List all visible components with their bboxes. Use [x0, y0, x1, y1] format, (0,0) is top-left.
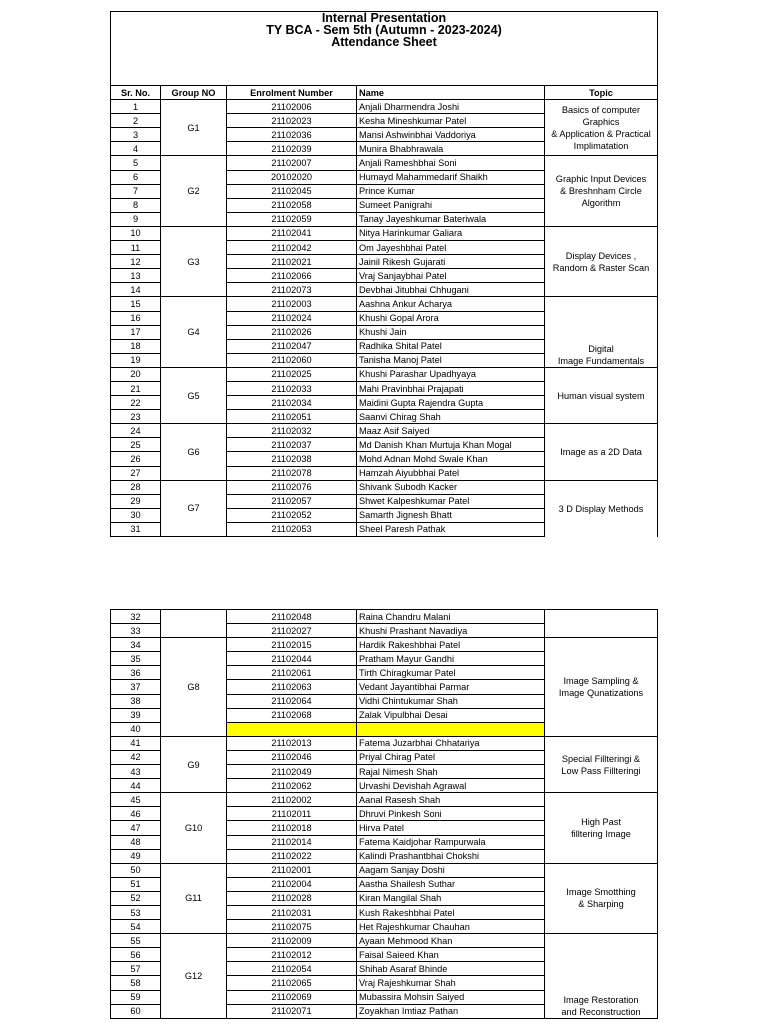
group-cell: G3	[161, 226, 227, 296]
enrolment-cell: 21102058	[227, 198, 357, 212]
enrolment-cell: 21102007	[227, 156, 357, 170]
enrolment-cell: 21102073	[227, 283, 357, 297]
attendance-table-page-1	[110, 11, 658, 537]
enrolment-cell: 21102037	[227, 438, 357, 452]
enrolment-cell: 21102003	[227, 297, 357, 311]
sr-cell: 12	[111, 255, 161, 269]
sr-cell: 39	[111, 708, 161, 722]
enrolment-cell: 21102046	[227, 750, 357, 764]
topic-cell	[545, 610, 658, 638]
sr-cell: 10	[111, 226, 161, 240]
sr-cell: 58	[111, 976, 161, 990]
topic-line: High Past	[581, 816, 621, 827]
name-cell: Munira Bhabhrawala	[357, 142, 545, 156]
name-cell: Kalindi Prashantbhai Chokshi	[357, 849, 545, 863]
title-line-2: TY BCA - Sem 5th (Autumn - 2023-2024)	[266, 23, 502, 37]
sr-cell: 36	[111, 666, 161, 680]
sr-cell: 42	[111, 750, 161, 764]
enrolment-cell: 21102031	[227, 905, 357, 919]
name-cell: Het Rajeshkumar Chauhan	[357, 920, 545, 934]
name-cell: Mansi Ashwinbhai Vaddoriya	[357, 128, 545, 142]
name-cell: Sumeet Panigrahi	[357, 198, 545, 212]
name-cell: Prince Kumar	[357, 184, 545, 198]
sr-cell: 26	[111, 452, 161, 466]
enrolment-cell: 21102075	[227, 920, 357, 934]
name-cell: Humayd Mahammedarif Shaikh	[357, 170, 545, 184]
topic-cell	[545, 226, 658, 296]
name-cell: Om Jayeshbhai Patel	[357, 241, 545, 255]
sr-cell: 24	[111, 424, 161, 438]
sr-cell: 32	[111, 610, 161, 624]
name-cell: Md Danish Khan Murtuja Khan Mogal	[357, 438, 545, 452]
sr-cell: 53	[111, 905, 161, 919]
name-cell: Nitya Harinkumar Galiara	[357, 226, 545, 240]
enrolment-cell: 21102004	[227, 877, 357, 891]
sr-cell: 25	[111, 438, 161, 452]
enrolment-cell: 21102052	[227, 508, 357, 522]
enrolment-cell: 21102033	[227, 381, 357, 395]
topic-line: and Reconstruction	[561, 1006, 641, 1017]
enrolment-cell: 21102012	[227, 948, 357, 962]
enrolment-cell: 21102001	[227, 863, 357, 877]
sr-cell: 17	[111, 325, 161, 339]
sheet-title	[111, 12, 658, 86]
name-cell: Mohd Adnan Mohd Swale Khan	[357, 452, 545, 466]
group-cell: G11	[161, 863, 227, 933]
enrolment-cell: 20102020	[227, 170, 357, 184]
name-cell: Maidini Gupta Rajendra Gupta	[357, 396, 545, 410]
name-cell: Tanisha Manoj Patel	[357, 353, 545, 367]
group-cell: G6	[161, 424, 227, 480]
enrolment-cell: 21102006	[227, 100, 357, 114]
sr-cell: 41	[111, 736, 161, 750]
table-row	[111, 424, 658, 438]
topic-cell	[545, 736, 658, 792]
topic-line: Digital	[588, 343, 614, 354]
enrolment-cell: 21102002	[227, 793, 357, 807]
topic-line: Low Pass Fillteringi	[561, 765, 641, 776]
topic-line: Basics of computer	[561, 104, 641, 115]
header-name: Name	[357, 86, 545, 100]
title-line-1: Internal Presentation	[321, 11, 447, 25]
name-cell: Aastha Shailesh Suthar	[357, 877, 545, 891]
enrolment-cell: 21102027	[227, 624, 357, 638]
attendance-table-page-2	[110, 609, 658, 1019]
sr-cell: 34	[111, 638, 161, 652]
sr-cell: 45	[111, 793, 161, 807]
name-cell: Kush Rakeshbhai Patel	[357, 905, 545, 919]
name-cell: Mahi Pravinbhai Prajapati	[357, 381, 545, 395]
enrolment-cell: 21102013	[227, 736, 357, 750]
topic-line: Image Fundamentals	[557, 355, 645, 366]
enrolment-cell: 21102065	[227, 976, 357, 990]
enrolment-cell: 21102059	[227, 212, 357, 226]
enrolment-cell: 21102025	[227, 367, 357, 381]
topic-cell	[545, 424, 658, 480]
enrolment-cell: 21102045	[227, 184, 357, 198]
name-cell: Pratham Mayur Gandhi	[357, 652, 545, 666]
table-row	[111, 610, 658, 624]
table-row	[111, 736, 658, 750]
topic-line: Image Restoration	[563, 994, 639, 1005]
name-cell: Urvashi Devishah Agrawal	[357, 779, 545, 793]
name-cell: Aagam Sanjay Doshi	[357, 863, 545, 877]
topic-line: Image Smotthing	[566, 887, 636, 898]
topic-line: 3 D Display Methods	[558, 503, 644, 514]
name-cell: Anjali Dharmendra Joshi	[357, 100, 545, 114]
name-cell: Samarth Jignesh Bhatt	[357, 508, 545, 522]
enrolment-cell: 21102024	[227, 311, 357, 325]
name-cell: Khushi Jain	[357, 325, 545, 339]
enrolment-cell	[227, 722, 357, 736]
sr-cell: 27	[111, 466, 161, 480]
sr-cell: 31	[111, 522, 161, 536]
sr-cell: 55	[111, 934, 161, 948]
name-cell: Maaz Asif Saiyed	[357, 424, 545, 438]
sr-cell: 49	[111, 849, 161, 863]
group-cell	[161, 610, 227, 638]
sr-cell: 48	[111, 835, 161, 849]
topic-cell	[545, 156, 658, 226]
enrolment-cell: 21102062	[227, 779, 357, 793]
name-cell: Hamzah Aiyubbhai Patel	[357, 466, 545, 480]
table-row	[111, 638, 658, 652]
topic-cell	[545, 480, 658, 536]
name-cell: Aanal Rasesh Shah	[357, 793, 545, 807]
group-cell: G4	[161, 297, 227, 367]
sr-cell: 54	[111, 920, 161, 934]
sr-cell: 47	[111, 821, 161, 835]
topic-line: filltering Image	[571, 828, 631, 839]
sr-cell: 44	[111, 779, 161, 793]
topic-line: & Application & Practical	[551, 128, 651, 139]
name-cell: Jainil Rikesh Gujarati	[357, 255, 545, 269]
name-cell: Dhruvi Pinkesh Soni	[357, 807, 545, 821]
header-sr: Sr. No.	[111, 86, 161, 100]
sr-cell: 15	[111, 297, 161, 311]
name-cell: Zalak Vipulbhai Desai	[357, 708, 545, 722]
enrolment-cell: 21102061	[227, 666, 357, 680]
topic-line: Algorithm	[581, 198, 621, 209]
name-cell: Priyal Chirag Patel	[357, 750, 545, 764]
sr-cell: 16	[111, 311, 161, 325]
name-cell: Kesha Mineshkumar Patel	[357, 114, 545, 128]
name-cell: Hirva Patel	[357, 821, 545, 835]
enrolment-cell: 21102071	[227, 1004, 357, 1018]
enrolment-cell: 21102036	[227, 128, 357, 142]
sr-cell: 11	[111, 241, 161, 255]
table-row	[111, 156, 658, 170]
topic-cell	[545, 297, 658, 367]
enrolment-cell: 21102039	[227, 142, 357, 156]
sr-cell: 33	[111, 624, 161, 638]
enrolment-cell: 21102069	[227, 990, 357, 1004]
sr-cell: 30	[111, 508, 161, 522]
sr-cell: 3	[111, 128, 161, 142]
table-body-page-1	[111, 100, 658, 537]
name-cell: Shwet Kalpeshkumar Patel	[357, 494, 545, 508]
name-cell: Khushi Parashar Upadhyaya	[357, 367, 545, 381]
name-cell: Khushi Prashant Navadiya	[357, 624, 545, 638]
enrolment-cell: 21102049	[227, 765, 357, 779]
enrolment-cell: 21102011	[227, 807, 357, 821]
sr-cell: 1	[111, 100, 161, 114]
enrolment-cell: 21102042	[227, 241, 357, 255]
sr-cell: 59	[111, 990, 161, 1004]
name-cell: Faisal Saieed Khan	[357, 948, 545, 962]
name-cell: Tanay Jayeshkumar Bateriwala	[357, 212, 545, 226]
enrolment-cell: 21102009	[227, 934, 357, 948]
topic-cell	[545, 863, 658, 933]
topic-line: Image Sampling &	[563, 676, 639, 687]
name-cell: Anjali Rameshbhai Soni	[357, 156, 545, 170]
enrolment-cell: 21102015	[227, 638, 357, 652]
name-cell: Zoyakhan Imtiaz Pathan	[357, 1004, 545, 1018]
enrolment-cell: 21102032	[227, 424, 357, 438]
sr-cell: 5	[111, 156, 161, 170]
enrolment-cell: 21102047	[227, 339, 357, 353]
enrolment-cell: 21102053	[227, 522, 357, 536]
sr-cell: 51	[111, 877, 161, 891]
topic-line: Graphics	[582, 116, 620, 127]
enrolment-cell: 21102078	[227, 466, 357, 480]
sr-cell: 52	[111, 891, 161, 905]
topic-line: Graphic Input Devices	[555, 174, 647, 185]
sr-cell: 20	[111, 367, 161, 381]
sr-cell: 50	[111, 863, 161, 877]
table-body-page-2	[111, 610, 658, 1019]
topic-cell	[545, 367, 658, 423]
name-cell: Ayaan Mehmood Khan	[357, 934, 545, 948]
name-cell: Khushi Gopal Arora	[357, 311, 545, 325]
name-cell: Devbhai Jitubhai Chhugani	[357, 283, 545, 297]
topic-cell	[545, 934, 658, 1019]
table-row	[111, 100, 658, 114]
enrolment-cell: 21102022	[227, 849, 357, 863]
topic-line: Implimatation	[573, 140, 629, 151]
enrolment-cell: 21102023	[227, 114, 357, 128]
enrolment-cell: 21102057	[227, 494, 357, 508]
sr-cell: 6	[111, 170, 161, 184]
enrolment-cell: 21102026	[227, 325, 357, 339]
enrolment-cell: 21102044	[227, 652, 357, 666]
name-cell: Vraj Sanjaybhai Patel	[357, 269, 545, 283]
sr-cell: 19	[111, 353, 161, 367]
sr-cell: 28	[111, 480, 161, 494]
topic-cell	[545, 100, 658, 156]
group-cell: G5	[161, 367, 227, 423]
header-enrol: Enrolment Number	[227, 86, 357, 100]
name-cell: Vedant Jayantibhai Parmar	[357, 680, 545, 694]
sr-cell: 57	[111, 962, 161, 976]
name-cell: Aashna Ankur Acharya	[357, 297, 545, 311]
enrolment-cell: 21102068	[227, 708, 357, 722]
name-cell: Saanvi Chirag Shah	[357, 410, 545, 424]
table-row	[111, 297, 658, 311]
table-row	[111, 863, 658, 877]
enrolment-cell: 21102063	[227, 680, 357, 694]
enrolment-cell: 21102076	[227, 480, 357, 494]
name-cell: Fatema Juzarbhai Chhatariya	[357, 736, 545, 750]
enrolment-cell: 21102054	[227, 962, 357, 976]
sr-cell: 21	[111, 381, 161, 395]
enrolment-cell: 21102018	[227, 821, 357, 835]
enrolment-cell: 21102014	[227, 835, 357, 849]
topic-line: Image Qunatizations	[558, 688, 644, 699]
group-cell: G2	[161, 156, 227, 226]
topic-line: Special Fillteringi &	[561, 753, 641, 764]
sr-cell: 13	[111, 269, 161, 283]
name-cell: Radhika Shital Patel	[357, 339, 545, 353]
enrolment-cell: 21102048	[227, 610, 357, 624]
enrolment-cell: 21102021	[227, 255, 357, 269]
group-cell: G10	[161, 793, 227, 863]
topic-line: & Sharping	[578, 899, 624, 910]
enrolment-cell: 21102064	[227, 694, 357, 708]
name-cell: Tirth Chiragkumar Patel	[357, 666, 545, 680]
sr-cell: 56	[111, 948, 161, 962]
sr-cell: 9	[111, 212, 161, 226]
group-cell: G7	[161, 480, 227, 536]
group-cell: G8	[161, 638, 227, 737]
topic-cell	[545, 638, 658, 737]
table-row	[111, 367, 658, 381]
group-cell: G1	[161, 100, 227, 156]
name-cell: Hardik Rakeshbhai Patel	[357, 638, 545, 652]
group-cell: G12	[161, 934, 227, 1019]
sr-cell: 22	[111, 396, 161, 410]
header-group: Group NO	[161, 86, 227, 100]
header-row	[111, 86, 658, 100]
enrolment-cell: 21102038	[227, 452, 357, 466]
name-cell: Rajal Nimesh Shah	[357, 765, 545, 779]
header-topic: Topic	[545, 86, 658, 100]
title-line-3: Attendance Sheet	[331, 35, 437, 49]
name-cell: Shihab Asaraf Bhinde	[357, 962, 545, 976]
topic-line: & Breshnham Circle	[560, 186, 642, 197]
topic-line: Display Devices ,	[565, 250, 637, 261]
sr-cell: 14	[111, 283, 161, 297]
sr-cell: 40	[111, 722, 161, 736]
sr-cell: 2	[111, 114, 161, 128]
enrolment-cell: 21102066	[227, 269, 357, 283]
name-cell: Kiran Mangilal Shah	[357, 891, 545, 905]
name-cell: Fatema Kaidjohar Rampurwala	[357, 835, 545, 849]
topic-line: Random & Raster Scan	[552, 262, 650, 273]
enrolment-cell: 21102034	[227, 396, 357, 410]
enrolment-cell: 21102041	[227, 226, 357, 240]
table-row	[111, 793, 658, 807]
name-cell: Shivank Subodh Kacker	[357, 480, 545, 494]
enrolment-cell: 21102060	[227, 353, 357, 367]
sr-cell: 23	[111, 410, 161, 424]
sr-cell: 8	[111, 198, 161, 212]
name-cell: Vidhi Chintukumar Shah	[357, 694, 545, 708]
topic-line: Image as a 2D Data	[560, 446, 642, 457]
name-cell	[357, 722, 545, 736]
sr-cell: 60	[111, 1004, 161, 1018]
sr-cell: 29	[111, 494, 161, 508]
sr-cell: 7	[111, 184, 161, 198]
sr-cell: 46	[111, 807, 161, 821]
name-cell: Sheel Paresh Pathak	[357, 522, 545, 536]
sr-cell: 4	[111, 142, 161, 156]
enrolment-cell: 21102051	[227, 410, 357, 424]
sr-cell: 18	[111, 339, 161, 353]
table-row	[111, 480, 658, 494]
name-cell: Vraj Rajeshkumar Shah	[357, 976, 545, 990]
table-row	[111, 226, 658, 240]
name-cell: Mubassira Mohsin Saiyed	[357, 990, 545, 1004]
group-cell: G9	[161, 736, 227, 792]
sr-cell: 35	[111, 652, 161, 666]
topic-line: Human visual system	[557, 390, 645, 401]
table-row	[111, 934, 658, 948]
sr-cell: 38	[111, 694, 161, 708]
topic-cell	[545, 793, 658, 863]
name-cell: Raina Chandru Malani	[357, 610, 545, 624]
sr-cell: 37	[111, 680, 161, 694]
sr-cell: 43	[111, 765, 161, 779]
enrolment-cell: 21102028	[227, 891, 357, 905]
